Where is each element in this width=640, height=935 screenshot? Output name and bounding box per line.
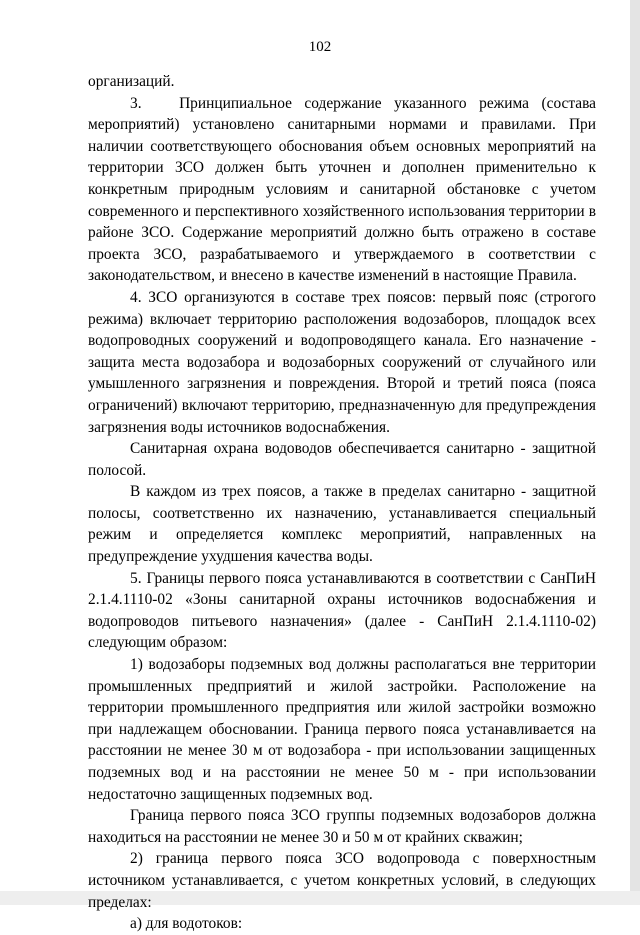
paragraph-item-3: 3. Принципиальное содержание указанного режима (состава мероприятий) установлено санитарными нормами и правилами. При наличии соответствующего обоснования объем основных мероприятий на территории ЗСО должен быть уточнен и дополнен применительно к конкретным природным условиям и санитарной обстановке с учетом современного и перспективного хозяйственного использования территории в районе ЗСО. Содержание мероприятий должно быть отражено в составе проекта ЗСО, разрабатываемого и утверждаемого в соответствии с законодательством, и внесено в качестве изменений в настоящие Правила.	[88, 94, 596, 285]
paragraph-item-5: 5. Границы первого пояса устанавливаются в соответствии с СанПиН 2.1.4.1110-02 «Зоны санитарной охраны источников водоснабжения и водопроводов питьевого назначения» (далее - СанПиН 2.1.4.1110-02) следующим образом:	[88, 569, 596, 652]
paragraph-continuation: организаций.	[88, 73, 175, 90]
paragraph-special-regime: В каждом из трех поясов, а также в пределах санитарно - защитной полосы, соответственно их назначению, устанавливается специальный режим и определяется комплекс мероприятий, направленных на предупреждение ухудшения качества воды.	[88, 483, 596, 566]
paragraph-item-4: 4. ЗСО организуются в составе трех поясов: первый пояс (строгого режима) включает территорию расположения водозаборов, площадок всех водопроводных сооружений и водопроводящего канала. Его назначение - защита места водозабора и водозаборных сооружений от случайного или умышленного загрязнения и повреждения. Второй и третий пояса (пояса ограничений) включают территорию, предназначенную для предупреждения загрязнения воды источников водоснабжения.	[88, 288, 596, 436]
paragraph-subitem-1: 1) водозаборы подземных вод должны располагаться вне территории промышленных предприятий и жилой застройки. Расположение на территории промышленного предприятия или жилой застройки возможно при надлежащем обосновании. Граница первого пояса устанавливается на расстоянии не менее 30 м от водозабора - при использовании защищенных подземных вод и на расстоянии не менее 50 м - при использовании недостаточно защищенных подземных вод.	[88, 656, 596, 803]
document-body	[88, 71, 596, 935]
paragraph-group-boundary: Граница первого пояса ЗСО группы подземных водозаборов должна находиться на расстоянии не менее 30 и 50 м от крайних скважин;	[88, 807, 596, 846]
paragraph-subitem-2: 2) граница первого пояса ЗСО водопровода с поверхностным источником устанавливается, с учетом конкретных условий, в следующих пределах:	[88, 850, 596, 911]
page-number: 102	[308, 39, 332, 55]
page-edge-right	[630, 0, 640, 905]
paragraph-subitem-a: а) для водотоков:	[130, 915, 243, 933]
paragraph-sanitary-protection: Санитарная охрана водоводов обеспечивается санитарно - защитной полосой.	[88, 440, 596, 479]
